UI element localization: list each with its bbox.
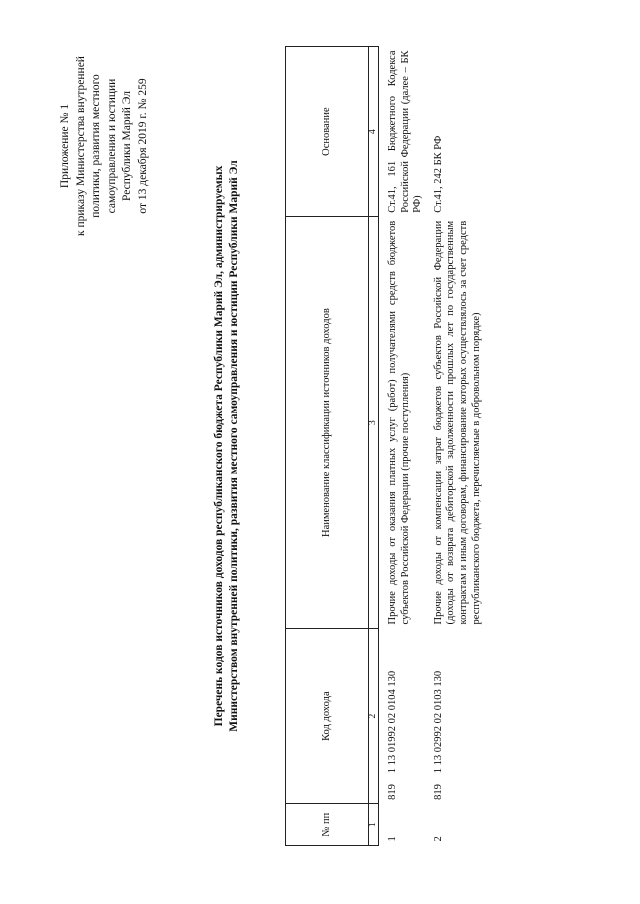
appendix-line: от 13 декабря 2019 г. № 259	[136, 78, 149, 214]
header-num: № пп	[286, 804, 369, 846]
appendix-line: Приложение № 1	[59, 103, 71, 189]
appendix-line: политики, развития местного	[90, 74, 103, 218]
legal-basis: Ст.41, 161 Бюджетного Кодекса Российской Федерации (далее – БК РФ)	[387, 50, 424, 213]
income-code: 1 13 01992 02 0104 130	[387, 670, 398, 774]
column-number: 4	[369, 47, 379, 217]
income-code-cell	[427, 628, 485, 803]
appendix-block	[58, 56, 152, 236]
title-line-1: Перечень кодов источников доходов республиканского бюджета Республики Марий Эл, администрируемых	[213, 165, 225, 727]
appendix-line: самоуправления и юстиции	[105, 78, 118, 214]
table-row	[379, 47, 427, 846]
title-line-2: Министерством внутренней политики, развития местного самоуправления и юстиции Республики Марий Эл	[228, 160, 240, 732]
income-code-cell	[379, 628, 427, 803]
column-number: 2	[369, 628, 379, 803]
appendix-line: Республики Марий Эл	[121, 91, 134, 202]
table-header-row	[286, 47, 369, 846]
table-row	[427, 47, 485, 846]
row-number: 2	[432, 836, 444, 842]
admin-code: 819	[432, 784, 444, 800]
legal-basis: Ст.41, 242 БК РФ	[432, 135, 444, 213]
appendix-line: к приказу Министерства внутренней	[74, 56, 87, 236]
admin-code: 819	[387, 784, 398, 800]
header-code: Код дохода	[286, 628, 369, 803]
income-name: Прочие доходы от компенсации затрат бюджетов субъектов Российской Федерации (доходы от возврата дебиторской задолженности прошлых лет по государственным контрактам и иным договорам, финансирование которых осуществлялось за счет средств республиканского бюджета, перечисляемые в добровольном порядке)	[432, 220, 482, 625]
header-name: Наименование классификации источников доходов	[286, 217, 369, 629]
header-basis: Основание	[286, 47, 369, 217]
income-name: Прочие доходы от оказания платных услуг (работ) получателями средств бюджетов субъектов Российской Федерации (прочие поступления)	[387, 220, 411, 625]
row-number: 1	[387, 836, 398, 842]
income-codes-table	[285, 46, 485, 846]
income-code: 1 13 02992 02 0103 130	[432, 670, 444, 774]
column-number: 1	[369, 804, 379, 846]
column-number: 3	[369, 217, 379, 629]
column-number-row	[369, 47, 379, 846]
document-title	[212, 76, 242, 816]
